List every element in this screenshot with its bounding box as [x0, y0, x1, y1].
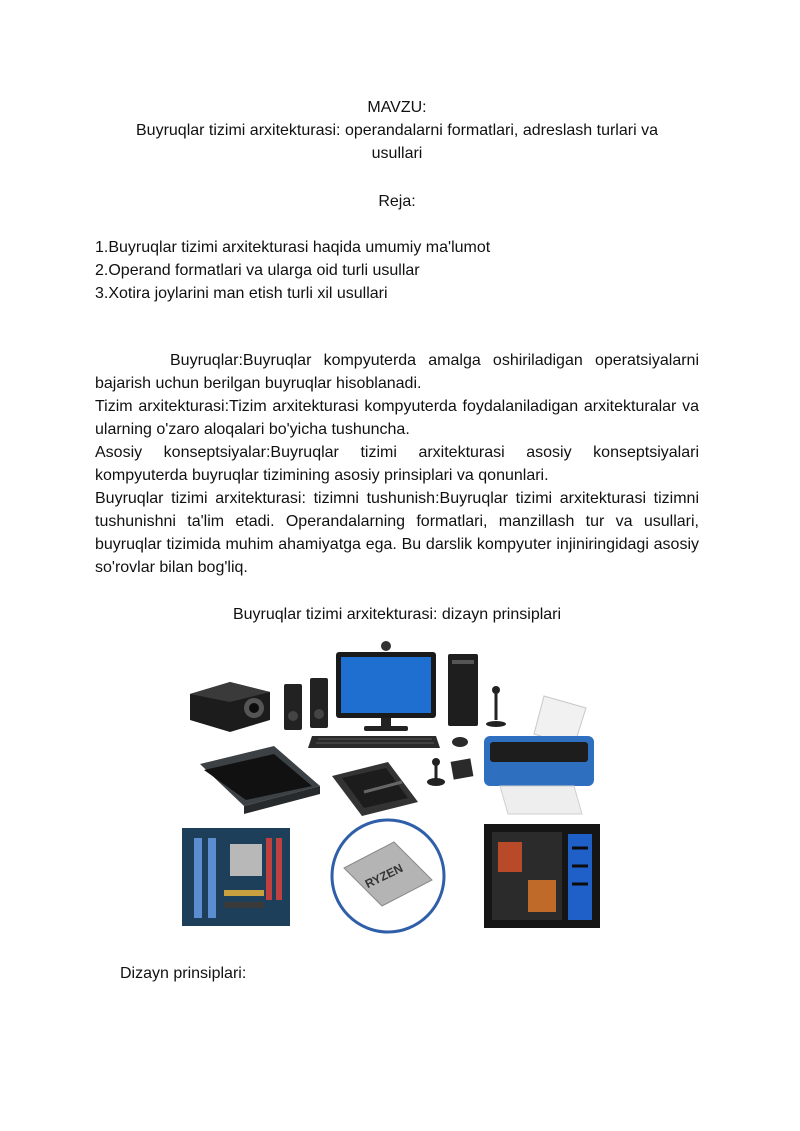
- body-text: [95, 349, 699, 579]
- paragraph-buyruqlar: Buyruqlar:Buyruqlar kompyuterda amalga oshiriladigan operatsiyalarni bajarish uchun berilgan buyruqlar hisoblanadi.: [95, 352, 699, 392]
- keyboard-icon: [308, 736, 440, 748]
- paragraph-asosiy-konseptsiyalar: Asosiy konseptsiyalar:Buyruqlar tizimi arxitekturasi asosiy konseptsiyalari kompyuterda buyruqlar tizimining asosiy prinsiplari va qonunlari.: [95, 444, 699, 484]
- joystick-icon: [427, 758, 445, 786]
- cpu-label: RYZEN: [362, 860, 406, 892]
- title-line-2: usullari: [371, 145, 423, 162]
- projector-icon: [190, 682, 270, 732]
- printer-icon: [484, 696, 594, 814]
- disc-icon: [451, 758, 474, 779]
- plan-item-3: 3.Xotira joylarini man etish turli xil usullari: [95, 285, 388, 302]
- computer-hardware-illustration: [178, 636, 618, 936]
- open-pc-case-icon: [484, 824, 600, 928]
- cpu-icon: [332, 820, 444, 932]
- motherboard-icon: [182, 828, 290, 926]
- title-line-1: Buyruqlar tizimi arxitekturasi: operandalarni formatlari, adreslash turlari va: [136, 122, 658, 139]
- plan-item-1: 1.Buyruqlar tizimi arxitekturasi haqida umumiy ma'lumot: [95, 239, 491, 256]
- speakers-icon: [284, 678, 328, 730]
- mavzu-label: MAVZU:: [367, 99, 427, 116]
- mouse-icon: [452, 737, 468, 747]
- section-heading: Dizayn prinsiplari:: [120, 965, 247, 982]
- microphone-icon: [486, 686, 506, 727]
- figure-caption: Buyruqlar tizimi arxitekturasi: dizayn prinsiplari: [232, 606, 562, 623]
- plan-list: [95, 236, 699, 305]
- graphics-tablet-icon: [332, 762, 418, 816]
- pc-tower-icon: [448, 654, 478, 726]
- scanner-icon: [200, 746, 320, 814]
- paragraph-tizim-arxitekturasi: Tizim arxitekturasi:Tizim arxitekturasi kompyuterda foydalaniladigan arxitekturalar va ularning o'zaro aloqalari bo'yicha tushuncha.: [95, 398, 699, 438]
- paragraph-tizimni-tushunish: Buyruqlar tizimi arxitekturasi: tizimni tushunish:Buyruqlar tizimi arxitekturasi tizimni tushunishni ta'lim etadi. Operandalarning formatlari, manzillash tur va usullari, buyruqlar tizimida muhim ahamiyatga ega. Bu darslik kompyuter injiniringidagi asosiy so'rovlar bilan bog'liq.: [95, 490, 699, 576]
- monitor-icon: [336, 641, 436, 731]
- plan-item-2: 2.Operand formatlari va ularga oid turli usullar: [95, 262, 420, 279]
- document-title: [95, 96, 699, 165]
- plan-heading: Reja:: [378, 193, 416, 210]
